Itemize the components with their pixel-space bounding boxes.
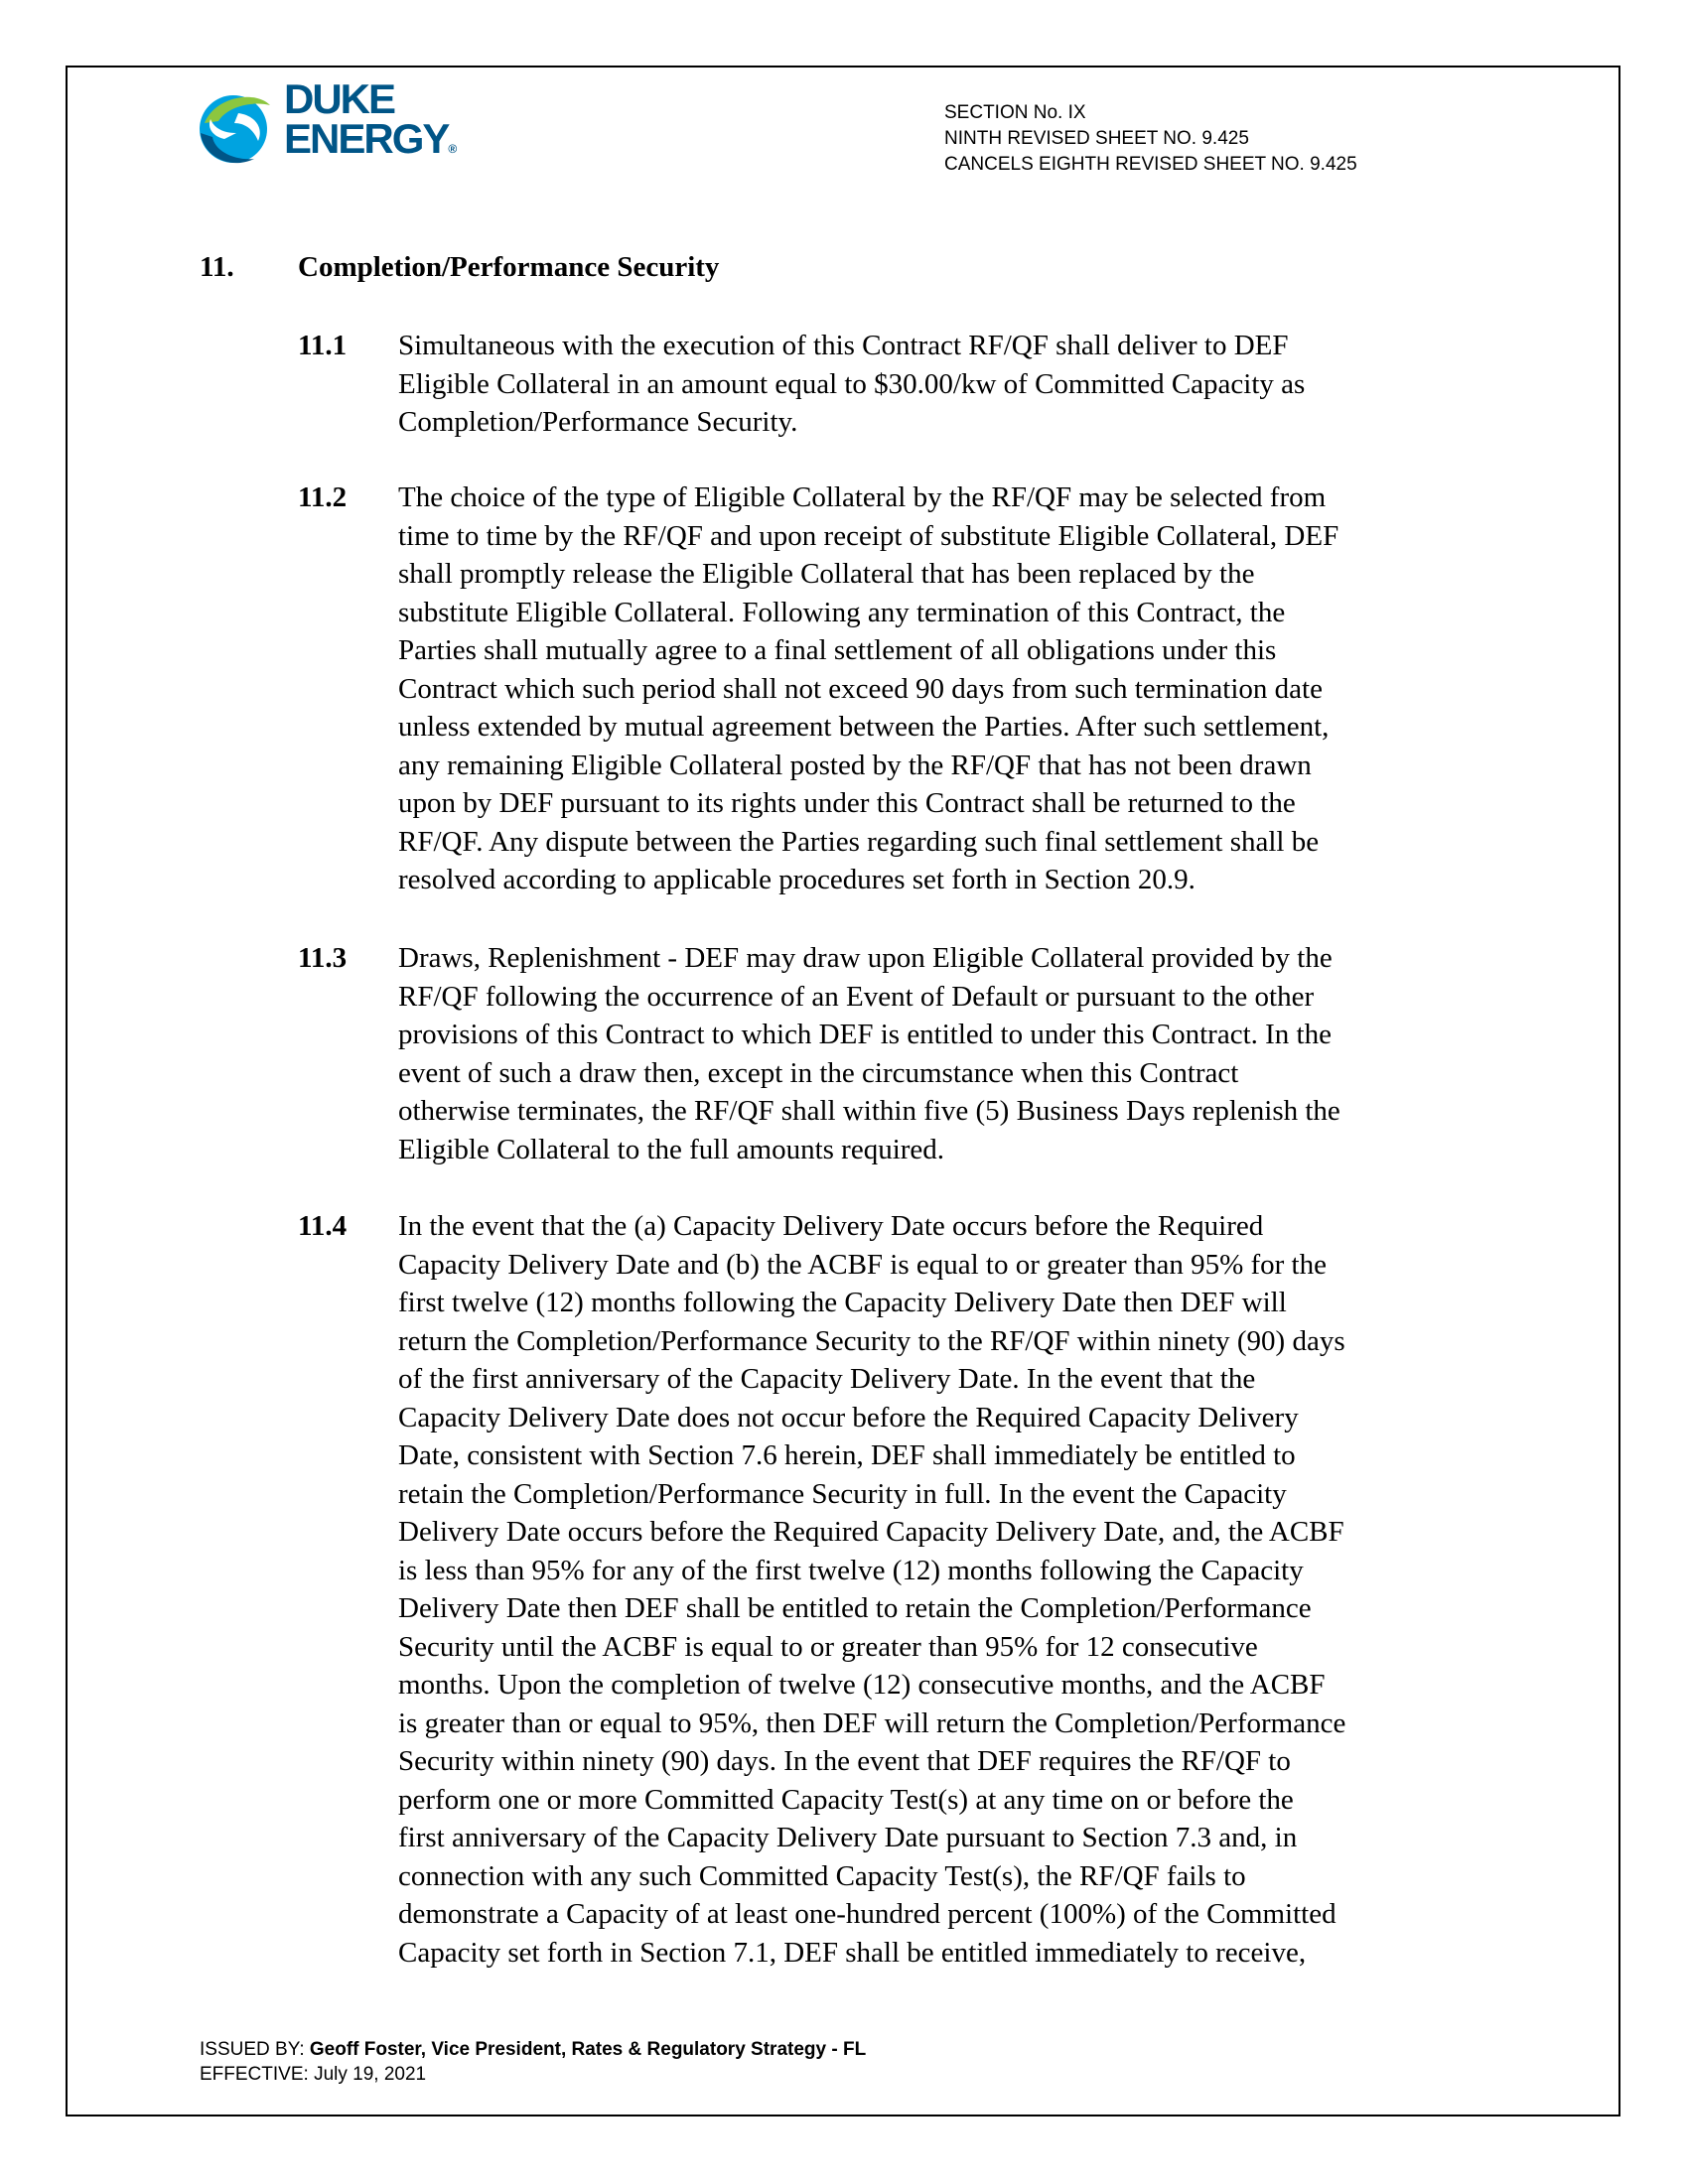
registered-mark: ® bbox=[448, 142, 458, 156]
text-line: substitute Eligible Collateral. Following any termination of this Contract, the bbox=[398, 596, 1286, 628]
paragraph-number: 11.3 bbox=[298, 942, 348, 974]
text-line: RF/QF following the occurrence of an Event of Default or pursuant to the other bbox=[398, 980, 1315, 1013]
text-line: connection with any such Committed Capacity Test(s), the RF/QF fails to bbox=[398, 1859, 1246, 1892]
duke-energy-logo bbox=[185, 75, 483, 179]
paragraph-number: 11.4 bbox=[298, 1210, 348, 1242]
text-line: provisions of this Contract to which DEF is entitled to under this Contract. In the bbox=[398, 1019, 1332, 1050]
text-line: upon by DEF pursuant to its rights under this Contract shall be returned to the bbox=[398, 787, 1296, 819]
issued-by-name: Geoff Foster, Vice President, Rates & Regulatory Strategy - FL bbox=[309, 2039, 867, 2060]
text-line: any remaining Eligible Collateral posted by the RF/QF that has not been drawn bbox=[398, 749, 1312, 781]
text-line: Parties shall mutually agree to a final settlement of all obligations under this bbox=[398, 634, 1277, 666]
text-line: Delivery Date then DEF shall be entitled to retain the Completion/Performance bbox=[398, 1592, 1312, 1624]
text-line: months. Upon the completion of twelve (12) consecutive months, and the ACBF bbox=[398, 1669, 1326, 1701]
logo-line-1: DUKE bbox=[284, 75, 395, 122]
text-line: Simultaneous with the execution of this Contract RF/QF shall deliver to DEF bbox=[398, 330, 1289, 361]
issued-by-label: ISSUED BY: bbox=[200, 2039, 310, 2060]
text-line: RF/QF. Any dispute between the Parties regarding such final settlement shall be bbox=[398, 825, 1320, 858]
paragraph-number: 11.2 bbox=[298, 481, 348, 513]
text-line: Eligible Collateral in an amount equal to $30.00/kw of Committed Capacity as bbox=[398, 367, 1306, 400]
text-line: of the first anniversary of the Capacity Delivery Date. In the event that the bbox=[398, 1363, 1256, 1395]
text-line: Capacity Delivery Date does not occur before the Required Capacity Delivery bbox=[398, 1401, 1299, 1433]
text-line: Security within ninety (90) days. In the event that DEF requires the RF/QF to bbox=[398, 1745, 1291, 1777]
text-line: time to time by the RF/QF and upon receipt of substitute Eligible Collateral, DEF bbox=[398, 519, 1339, 552]
paragraph-text bbox=[398, 1207, 1495, 1972]
text-line: is greater than or equal to 95%, then DEF will return the Completion/Performance bbox=[398, 1706, 1346, 1739]
duke-energy-swirl-icon bbox=[185, 79, 282, 175]
text-line: is less than 95% for any of the first twelve (12) months following the Capacity bbox=[398, 1554, 1304, 1586]
section-number: 11. bbox=[200, 251, 234, 283]
sheet-header bbox=[944, 100, 1357, 178]
text-line: first twelve (12) months following the Capacity Delivery Date then DEF will bbox=[398, 1287, 1287, 1318]
section-title: Completion/Performance Security bbox=[298, 251, 720, 283]
sheet-number-label: NINTH REVISED SHEET NO. 9.425 bbox=[944, 128, 1249, 149]
logo-wordmark bbox=[284, 75, 458, 162]
text-line: demonstrate a Capacity of at least one-hundred percent (100%) of the Committed bbox=[398, 1898, 1336, 1930]
text-line: return the Completion/Performance Security to the RF/QF within ninety (90) days bbox=[398, 1324, 1345, 1357]
text-line: Capacity Delivery Date and (b) the ACBF is equal to or greater than 95% for the bbox=[398, 1248, 1327, 1281]
text-line: Capacity set forth in Section 7.1, DEF shall be entitled immediately to receive, bbox=[398, 1936, 1307, 1969]
text-line: unless extended by mutual agreement between the Parties. After such settlement, bbox=[398, 711, 1330, 743]
paragraph-number: 11.1 bbox=[298, 330, 348, 361]
paragraph-text bbox=[398, 478, 1495, 899]
effective-date: EFFECTIVE: July 19, 2021 bbox=[200, 2064, 427, 2085]
text-line: Delivery Date occurs before the Required Capacity Delivery Date, and, the ACBF bbox=[398, 1516, 1344, 1548]
text-line: Eligible Collateral to the full amounts required. bbox=[398, 1133, 945, 1165]
text-line: Date, consistent with Section 7.6 herein, DEF shall immediately be entitled to bbox=[398, 1439, 1296, 1471]
section-number-label: SECTION No. IX bbox=[944, 102, 1086, 123]
logo-line-2: ENERGY bbox=[284, 115, 449, 162]
text-line: first anniversary of the Capacity Delivery Date pursuant to Section 7.3 and, in bbox=[398, 1822, 1298, 1853]
text-line: otherwise terminates, the RF/QF shall within five (5) Business Days replenish the bbox=[398, 1095, 1340, 1127]
text-line: Draws, Replenishment - DEF may draw upon Eligible Collateral provided by the bbox=[398, 942, 1333, 974]
cancels-sheet-label: CANCELS EIGHTH REVISED SHEET NO. 9.425 bbox=[944, 154, 1357, 175]
paragraph-text bbox=[398, 939, 1495, 1168]
text-line: Contract which such period shall not exceed 90 days from such termination date bbox=[398, 672, 1323, 705]
text-line: shall promptly release the Eligible Collateral that has been replaced by the bbox=[398, 558, 1255, 590]
text-line: retain the Completion/Performance Security in full. In the event the Capacity bbox=[398, 1477, 1287, 1510]
issued-by-line bbox=[200, 2037, 866, 2062]
text-line: Completion/Performance Security. bbox=[398, 406, 798, 438]
paragraph-text bbox=[398, 327, 1495, 442]
text-line: resolved according to applicable procedures set forth in Section 20.9. bbox=[398, 864, 1196, 895]
text-line: Security until the ACBF is equal to or greater than 95% for 12 consecutive bbox=[398, 1630, 1258, 1663]
text-line: perform one or more Committed Capacity Test(s) at any time on or before the bbox=[398, 1783, 1294, 1816]
text-line: event of such a draw then, except in the circumstance when this Contract bbox=[398, 1056, 1239, 1089]
footer bbox=[200, 2037, 866, 2087]
text-line: The choice of the type of Eligible Collateral by the RF/QF may be selected from bbox=[398, 481, 1327, 513]
text-line: In the event that the (a) Capacity Delivery Date occurs before the Required bbox=[398, 1210, 1264, 1242]
